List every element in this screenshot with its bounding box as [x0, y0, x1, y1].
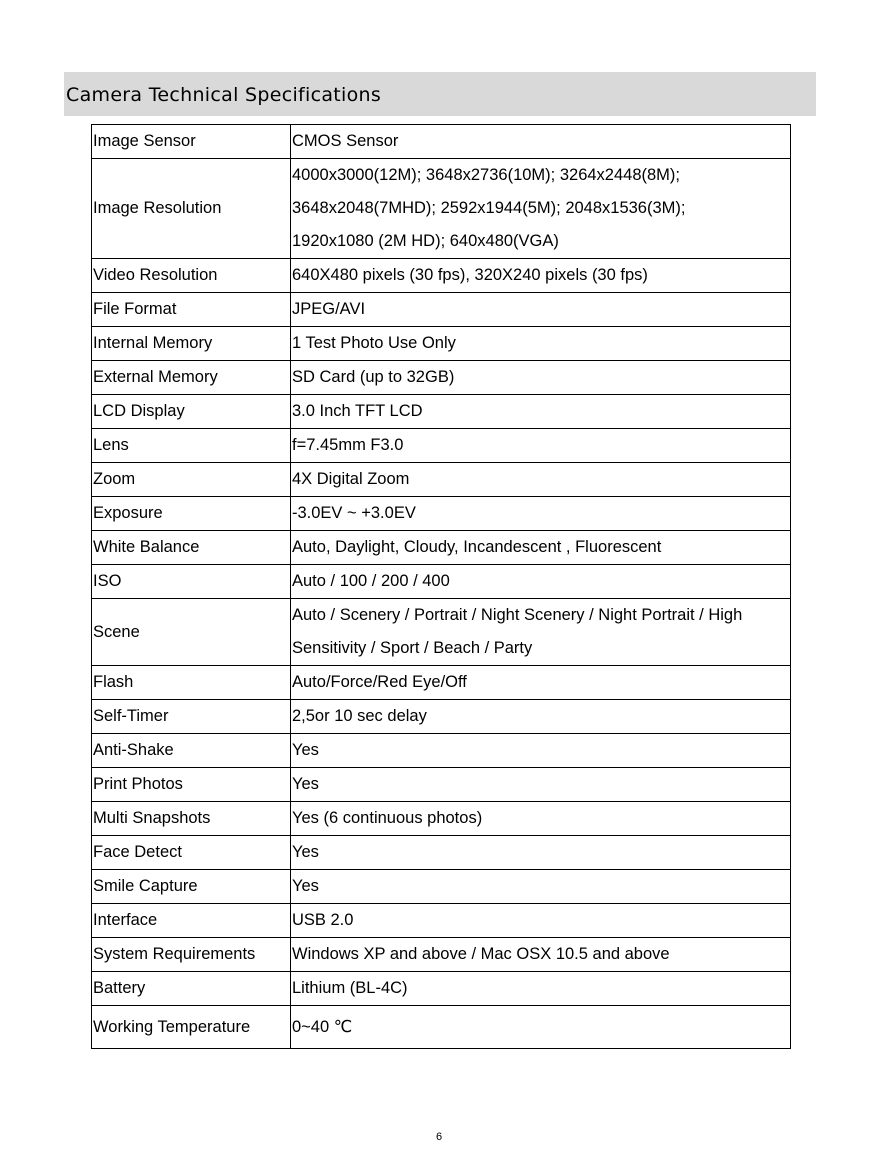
spec-value [291, 361, 791, 395]
spec-value-line: Yes [292, 775, 319, 793]
spec-label: Battery [92, 972, 291, 1006]
spec-label: Smile Capture [92, 870, 291, 904]
spec-value [291, 565, 791, 599]
spec-value-line: 3648x2048(7MHD); 2592x1944(5M); 2048x1536(3M); [292, 199, 686, 217]
spec-label: Flash [92, 666, 291, 700]
table-row [92, 938, 791, 972]
table-row [92, 802, 791, 836]
spec-label: Exposure [92, 497, 291, 531]
spec-value [291, 666, 791, 700]
spec-label: Image Resolution [92, 159, 291, 259]
table-row [92, 293, 791, 327]
spec-value-line: Yes (6 continuous photos) [292, 809, 483, 827]
spec-value [291, 972, 791, 1006]
spec-label: LCD Display [92, 395, 291, 429]
spec-value-line: Auto/Force/Red Eye/Off [292, 673, 467, 691]
table-row [92, 259, 791, 293]
table-row [92, 1006, 791, 1049]
spec-value-line: CMOS Sensor [292, 132, 399, 150]
spec-value [291, 768, 791, 802]
spec-label: Lens [92, 429, 291, 463]
spec-value [291, 870, 791, 904]
table-row [92, 497, 791, 531]
section-title: Camera Technical Specifications [66, 84, 382, 106]
spec-label: External Memory [92, 361, 291, 395]
spec-value [291, 599, 791, 666]
spec-value [291, 531, 791, 565]
spec-label: Face Detect [92, 836, 291, 870]
spec-value-line: -3.0EV ~ +3.0EV [292, 504, 416, 522]
spec-value [291, 700, 791, 734]
spec-value-line: Lithium (BL-4C) [292, 979, 408, 997]
spec-label: System Requirements [92, 938, 291, 972]
spec-value-line: SD Card (up to 32GB) [292, 368, 455, 386]
table-row [92, 395, 791, 429]
table-row [92, 768, 791, 802]
spec-value [291, 463, 791, 497]
table-row [92, 463, 791, 497]
spec-value [291, 259, 791, 293]
table-row [92, 327, 791, 361]
spec-value-line: f=7.45mm F3.0 [292, 436, 404, 454]
spec-value-line: Auto, Daylight, Cloudy, Incandescent , Fluorescent [292, 538, 662, 556]
spec-label: White Balance [92, 531, 291, 565]
spec-value [291, 938, 791, 972]
spec-value [291, 904, 791, 938]
spec-value-line: Auto / 100 / 200 / 400 [292, 572, 450, 590]
spec-label: Working Temperature [92, 1006, 291, 1049]
table-row [92, 972, 791, 1006]
spec-label: Zoom [92, 463, 291, 497]
table-row [92, 836, 791, 870]
spec-value-line: Auto / Scenery / Portrait / Night Scenery / Night Portrait / High [292, 606, 743, 624]
spec-value [291, 327, 791, 361]
spec-value-line: Windows XP and above / Mac OSX 10.5 and above [292, 945, 670, 963]
spec-label: File Format [92, 293, 291, 327]
spec-value-line: 4000x3000(12M); 3648x2736(10M); 3264x2448(8M); [292, 166, 680, 184]
table-row [92, 429, 791, 463]
spec-value [291, 293, 791, 327]
spec-value-line: 2,5or 10 sec delay [292, 707, 427, 725]
table-row [92, 734, 791, 768]
spec-label: Video Resolution [92, 259, 291, 293]
spec-label: ISO [92, 565, 291, 599]
spec-value [291, 429, 791, 463]
specifications-table [91, 124, 791, 1049]
table-row [92, 870, 791, 904]
table-row [92, 599, 791, 666]
page-number: 6 [435, 1131, 443, 1143]
spec-value-line: Sensitivity / Sport / Beach / Party [292, 639, 533, 657]
table-row [92, 125, 791, 159]
table-row [92, 159, 791, 259]
spec-value-line: 1920x1080 (2M HD); 640x480(VGA) [292, 232, 559, 250]
spec-label: Internal Memory [92, 327, 291, 361]
spec-value [291, 734, 791, 768]
table-row [92, 531, 791, 565]
spec-value-line: Yes [292, 877, 319, 895]
spec-value [291, 1006, 791, 1049]
spec-value [291, 802, 791, 836]
spec-value-line: 1 Test Photo Use Only [292, 334, 456, 352]
spec-label: Multi Snapshots [92, 802, 291, 836]
spec-value-line: USB 2.0 [292, 911, 354, 929]
spec-value-line: JPEG/AVI [292, 300, 366, 318]
spec-label: Image Sensor [92, 125, 291, 159]
spec-label: Self-Timer [92, 700, 291, 734]
spec-value-line: 4X Digital Zoom [292, 470, 410, 488]
spec-value-line: 0~40 ℃ [292, 1017, 353, 1036]
spec-value [291, 125, 791, 159]
spec-value [291, 836, 791, 870]
spec-value-line: 640X480 pixels (30 fps), 320X240 pixels (30 fps) [292, 266, 648, 284]
spec-value-line: Yes [292, 741, 319, 759]
table-row [92, 700, 791, 734]
spec-value [291, 159, 791, 259]
spec-value-line: Yes [292, 843, 319, 861]
spec-label: Interface [92, 904, 291, 938]
spec-value-line: 3.0 Inch TFT LCD [292, 402, 423, 420]
table-row [92, 565, 791, 599]
spec-label: Scene [92, 599, 291, 666]
section-title-bar [64, 72, 816, 116]
spec-label: Anti-Shake [92, 734, 291, 768]
table-row [92, 666, 791, 700]
spec-value [291, 497, 791, 531]
table-row [92, 361, 791, 395]
spec-value [291, 395, 791, 429]
spec-label: Print Photos [92, 768, 291, 802]
table-row [92, 904, 791, 938]
